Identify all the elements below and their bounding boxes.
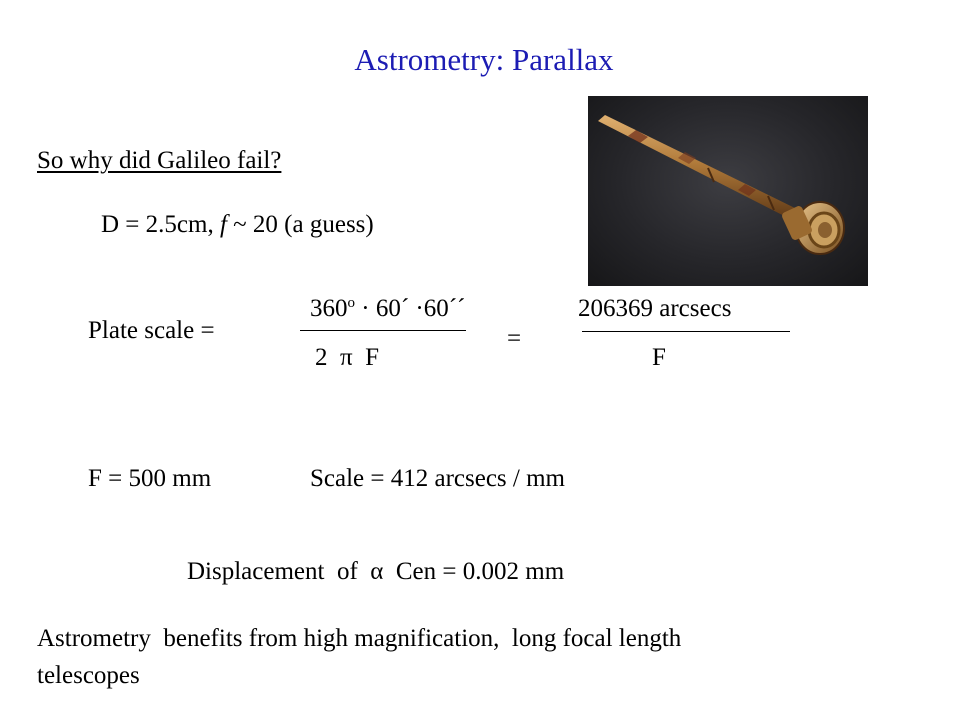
focal-ratio-symbol: f — [219, 211, 227, 238]
fraction2-numerator: 206369 arcsecs — [578, 295, 732, 322]
degree-superscript: o — [347, 295, 355, 311]
fraction1-denominator: 2 π F — [315, 344, 380, 371]
equals-sign: = — [507, 325, 522, 352]
galileo-telescope-photo — [588, 96, 868, 286]
numerator-arc: · 60´ ·60´´ — [361, 295, 466, 322]
fraction1-numerator — [310, 296, 465, 321]
telescope-illustration — [588, 96, 868, 286]
scale-result: Scale = 412 arcsecs / mm — [310, 465, 565, 492]
aperture-text: D = 2.5cm, — [101, 211, 220, 238]
numerator-degrees: 360 — [310, 295, 348, 322]
focal-length: F = 500 mm — [88, 465, 212, 492]
displacement-text: Displacement of α Cen = 0.002 mm — [187, 558, 565, 585]
fraction1-bar — [300, 330, 466, 331]
fraction2-denominator: F — [652, 344, 666, 371]
conclusion-line-2: telescopes — [37, 662, 140, 689]
galileo-question: So why did Galileo fail? — [37, 147, 282, 174]
slide-title: Astrometry: Parallax — [354, 42, 614, 77]
focal-ratio-text: ~ 20 (a guess) — [226, 211, 374, 238]
plate-scale-label: Plate scale = — [88, 317, 215, 344]
fraction2-bar — [582, 331, 790, 332]
telescope-parameters — [101, 212, 374, 237]
conclusion-line-1: Astrometry benefits from high magnification, long focal length — [37, 625, 682, 652]
